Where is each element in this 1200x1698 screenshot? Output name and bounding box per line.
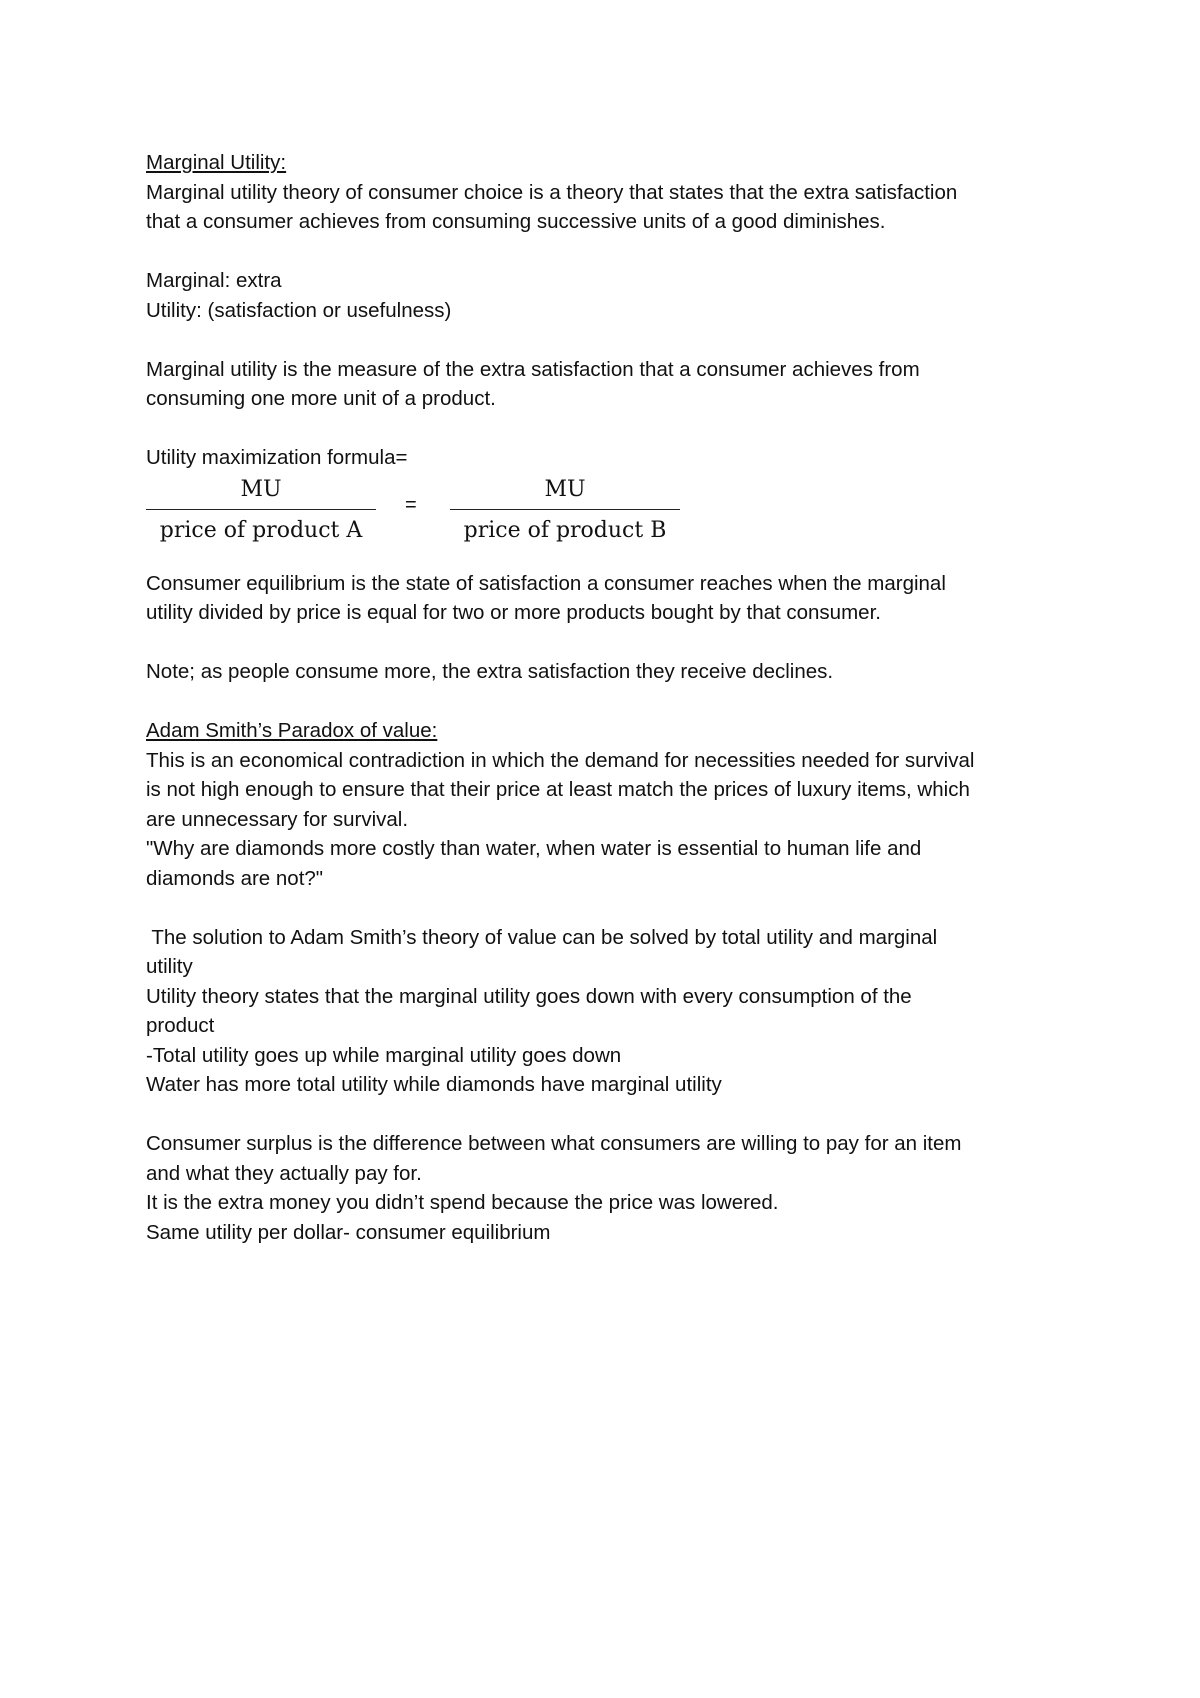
quote-line-2: diamonds are not?" [146,866,324,890]
theory-line-1: Utility theory states that the marginal utility goes down with every consumption of the [146,984,912,1008]
paradox-line-2: is not high enough to ensure that their price at least match the prices of luxury items, which [146,778,970,801]
equilibrium-line-2: utility divided by price is equal for two or more products bought by that consumer. [146,601,881,624]
theory-line-2: product [146,1014,215,1037]
blank-line [146,1100,1066,1130]
total-utility-line: -Total utility goes up while marginal utility goes down [146,1043,622,1067]
surplus-line-1: Consumer surplus is the difference between what consumers are willing to pay for an item [146,1132,962,1155]
heading-paradox-of-value: Adam Smith’s Paradox of value: [146,719,438,742]
equilibrium-line-1: Consumer equilibrium is the state of satisfaction a consumer reaches when the marginal [146,571,946,595]
surplus-line-2: and what they actually pay for. [146,1161,422,1185]
note-line: Note; as people consume more, the extra satisfaction they receive declines. [146,660,834,683]
blank-line [146,559,1066,569]
solution-line-2: utility [146,955,193,978]
paradox-line-1: This is an economical contradiction in which the demand for necessities needed for survival [146,748,975,772]
blank-line [146,237,1066,267]
heading-marginal-utility: Marginal Utility: [146,151,287,174]
denominator-a: price of product A [159,517,363,543]
fraction-product-b [450,475,680,550]
document-page [146,148,1066,1247]
blank-line [146,687,1066,717]
numerator-b: MU [450,475,680,510]
paradox-line-3: are unnecessary for survival. [146,807,409,831]
intro-line-2: that a consumer achieves from consuming successive units of a good diminishes. [146,210,886,233]
denominator-b: price of product B [463,517,667,543]
definition-utility: Utility: (satisfaction or usefulness) [146,298,452,322]
blank-line [146,893,1066,923]
utility-maximization-formula [146,475,1066,553]
blank-line [146,325,1066,355]
equals-sign: = [405,493,417,516]
blank-line [146,414,1066,444]
water-diamonds-line: Water has more total utility while diamonds have marginal utility [146,1073,722,1096]
intro-line-1: Marginal utility theory of consumer choice is a theory that states that the extra satisfaction [146,180,958,204]
fraction-product-a [146,475,376,550]
formula-label: Utility maximization formula= [146,446,408,469]
measure-line-2: consuming one more unit of a product. [146,387,496,410]
measure-line-1: Marginal utility is the measure of the extra satisfaction that a consumer achieves from [146,357,920,381]
quote-line-1: "Why are diamonds more costly than water, when water is essential to human life and [146,837,922,860]
solution-line-1: The solution to Adam Smith’s theory of value can be solved by total utility and marginal [146,925,938,949]
numerator-a: MU [146,475,376,510]
definition-marginal: Marginal: extra [146,269,282,292]
extra-money-line: It is the extra money you didn’t spend because the price was lowered. [146,1191,779,1214]
blank-line [146,628,1066,658]
same-utility-line: Same utility per dollar- consumer equilibrium [146,1220,551,1244]
